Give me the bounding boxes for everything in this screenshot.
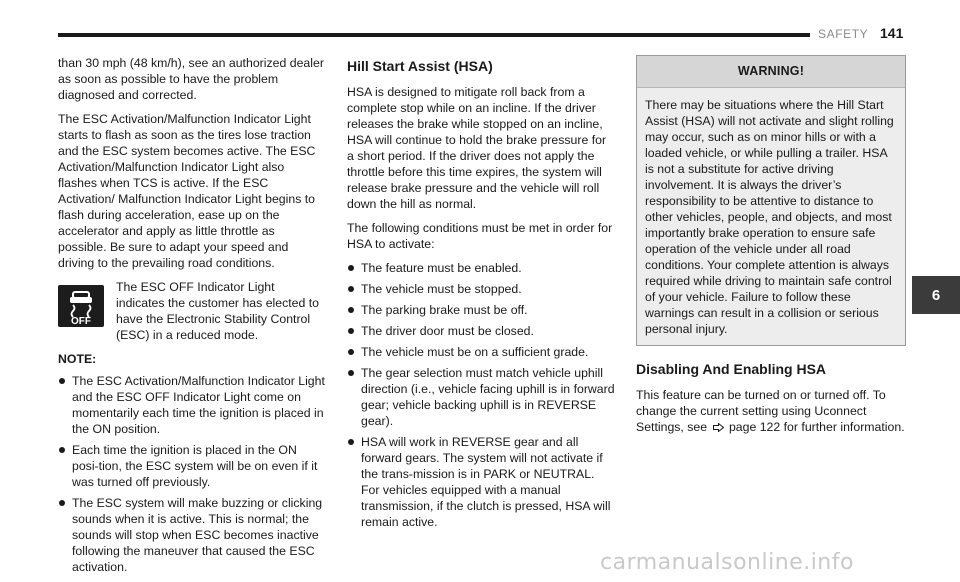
paragraph: HSA is designed to mitigate roll back from a complete stop while on an incline. If the driver releases the brake while stopped on an incline, HSA will continue to hold the brake pressure for a short period. If the driver does not apply the throttle before this time expires, the system will release brake pressure and the vehicle will roll down the hill as normal. xyxy=(347,85,607,211)
paragraph-text: This feature can be turned on or turned off. To change the current setting using Uconnect Settings, see xyxy=(636,388,886,434)
note-label: NOTE: xyxy=(58,352,97,366)
esc-off-indicator-block xyxy=(58,279,326,343)
header-rule xyxy=(58,33,810,37)
column-left xyxy=(58,55,326,580)
list-item: The ESC Activation/Malfunction Indicator Light and the ESC OFF Indicator Light come on momentarily each time the ignition is placed in the ON position. xyxy=(58,373,326,437)
paragraph: The ESC Activation/Malfunction Indicator Light starts to flash as soon as the tires lose traction and the ESC system becomes active. The ESC Activation/Malfunction Indicator Light also flashes when TCS is active. If the ESC Activation/ Malfunction Indicator Light begins to flash during acceleration, ease up on the accelerator and apply as little throttle as possible. Be sure to adapt your speed and driving to the prevailing road conditions. xyxy=(58,112,316,270)
list-item: Each time the ignition is placed in the ON posi-tion, the ESC system will be on even if it was turned off previously. xyxy=(58,442,326,490)
chapter-tab[interactable]: 6 xyxy=(912,276,960,314)
column-right xyxy=(636,55,906,443)
list-item: The feature must be enabled. xyxy=(347,260,615,276)
cross-reference-arrow-icon xyxy=(713,423,724,432)
indicator-off-label: OFF xyxy=(71,316,91,327)
watermark: carmanualsonline.info xyxy=(600,550,854,575)
paragraph: than 30 mph (48 km/h), see an authorized dealer as soon as possible to have the problem diagnosed and corrected. xyxy=(58,56,324,102)
warning-body: There may be situations where the Hill Start Assist (HSA) will not activate and slight rolling may occur, such as on minor hills or with a loaded vehicle, or while pulling a trailer. HSA is not a substitute for active driving involvement. It is always the driver’s responsibility to be attentive to distance to other vehicles, people, and objects, and most importantly brake operation to ensure safe operation of the vehicle under all road conditions. Your complete attention is always required while driving to maintain safe control of your vehicle. Failure to follow these warnings can result in a collision or serious personal injury. xyxy=(645,98,894,336)
section-title: SAFETY xyxy=(818,27,869,41)
list-item: The parking brake must be off. xyxy=(347,302,615,318)
list-item: The vehicle must be on a sufficient grade. xyxy=(347,344,615,360)
list-item: The driver door must be closed. xyxy=(347,323,615,339)
section-heading: Disabling And Enabling HSA xyxy=(636,361,827,377)
page-reference-link[interactable]: page 122 for further information. xyxy=(728,420,905,434)
warning-title: WARNING! xyxy=(637,56,905,88)
paragraph: The following conditions must be met in order for HSA to activate: xyxy=(347,221,613,251)
conditions-list xyxy=(347,260,615,530)
list-item: The vehicle must be stopped. xyxy=(347,281,615,297)
note-list xyxy=(58,373,326,575)
list-item: The ESC system will make buzzing or clicking sounds when it is active. This is normal; the sounds will stop when ESC becomes inactive following the maneuver that caused the ESC activation. xyxy=(58,495,326,575)
list-item: HSA will work in REVERSE gear and all forward gears. The system will not activate if the trans-mission is in PARK or NEUTRAL. For vehicles equipped with a manual transmission, if the clutch is pressed, HSA will remain active. xyxy=(347,434,615,530)
list-item: The gear selection must match vehicle uphill direction (i.e., vehicle facing uphill is in forward gear; vehicle backing uphill is in REVERSE gear). xyxy=(347,365,615,429)
section-heading: Hill Start Assist (HSA) xyxy=(347,58,493,74)
page-number: 141 xyxy=(880,25,904,41)
indicator-description: The ESC OFF Indicator Light indicates the customer has elected to have the Electronic Stability Control (ESC) in a reduced mode. xyxy=(116,280,320,342)
paragraph xyxy=(636,387,906,435)
warning-box xyxy=(636,55,906,346)
esc-off-indicator-icon xyxy=(58,285,104,327)
column-middle xyxy=(347,55,615,535)
